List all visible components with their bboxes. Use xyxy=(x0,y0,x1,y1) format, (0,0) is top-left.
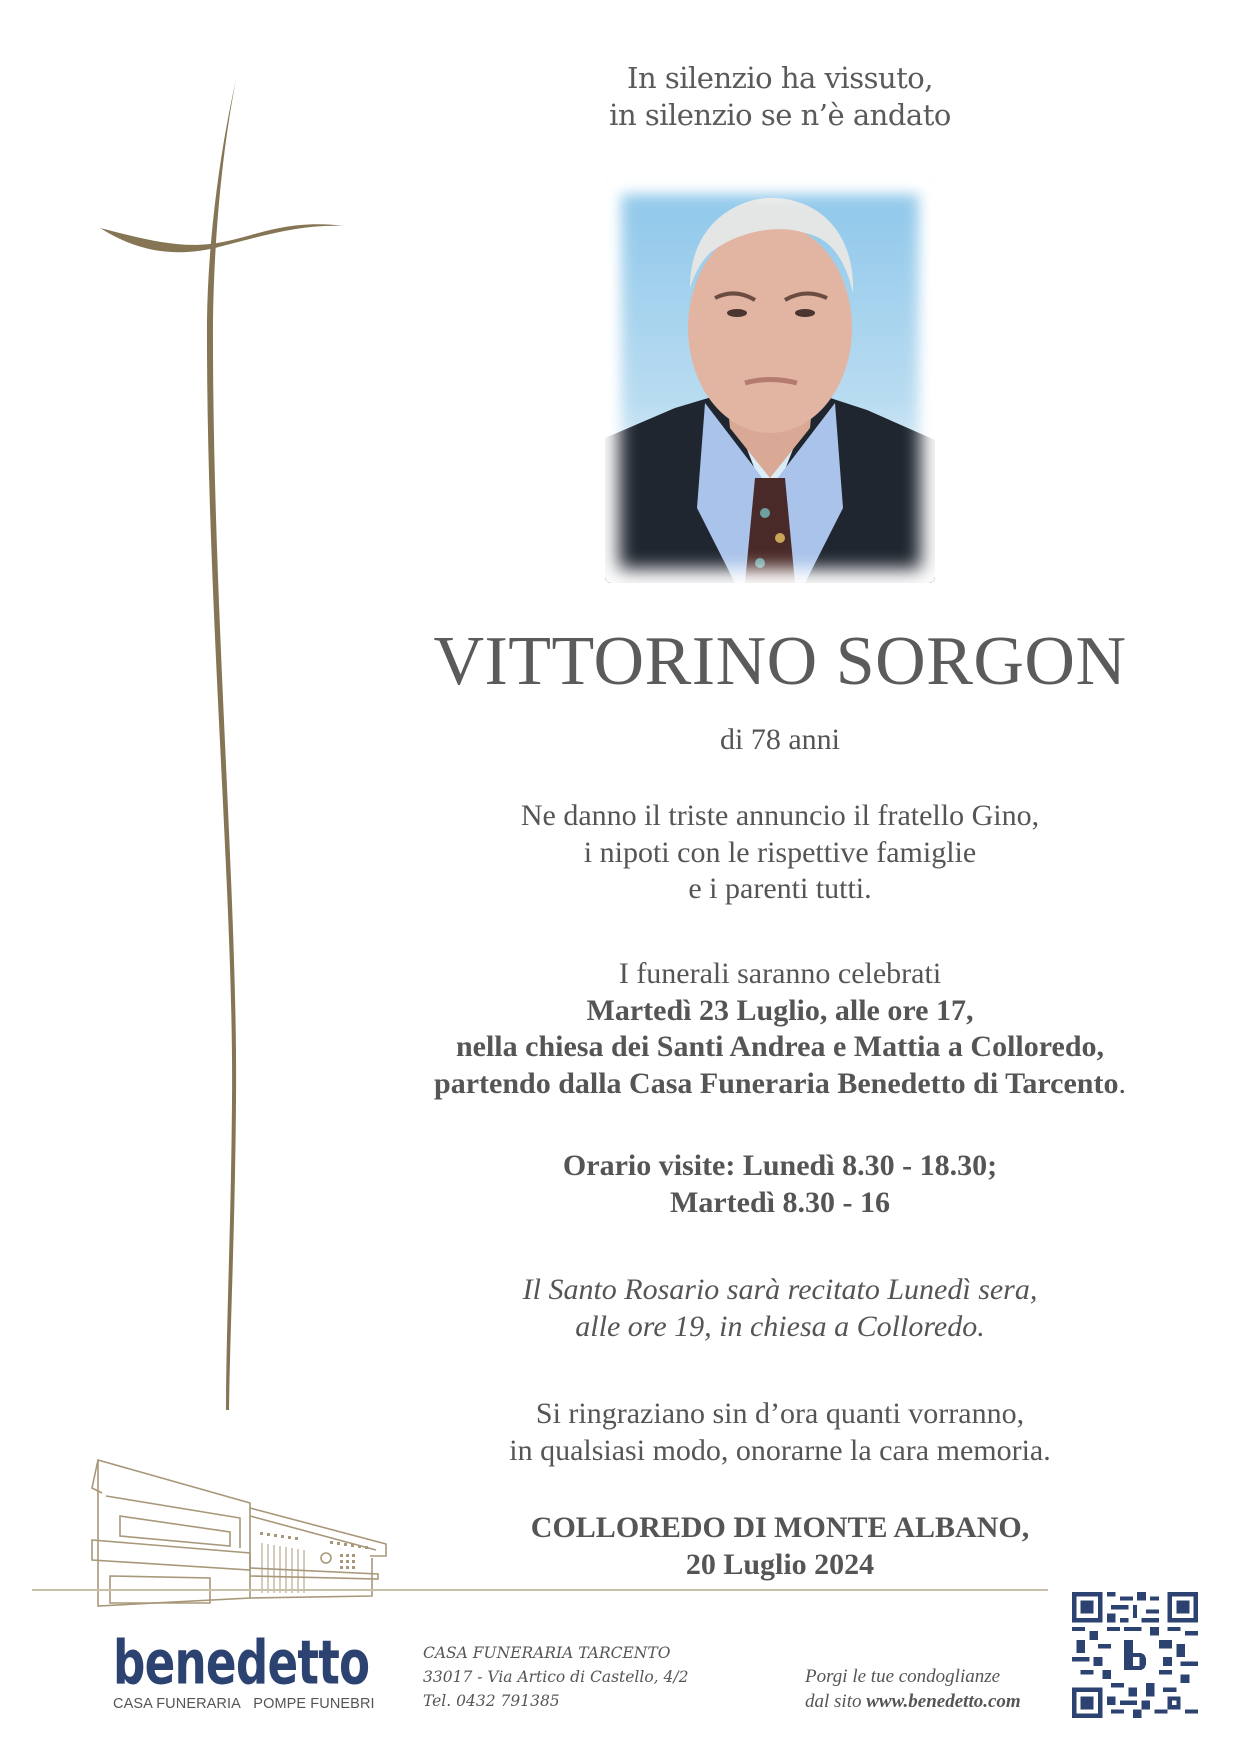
rosary-info xyxy=(380,1272,1180,1345)
visiting-hours xyxy=(380,1148,1180,1221)
place-date xyxy=(380,1510,1180,1583)
epigraph xyxy=(380,60,1180,134)
funeral-intro: I funerali saranno celebrati xyxy=(618,957,942,990)
announcement-line: i nipoti con le rispettive famiglie xyxy=(583,835,977,869)
funeral-info xyxy=(380,956,1180,1102)
portrait-illustration xyxy=(605,178,935,583)
logo-tagline-right: POMPE FUNEBRI xyxy=(253,1696,375,1712)
portrait-photo xyxy=(605,178,935,583)
address-name: CASA FUNERARIA TARCENTO xyxy=(423,1644,671,1662)
cross-icon xyxy=(0,0,360,1420)
funeral-home-building-icon xyxy=(30,1448,410,1608)
logo-tagline xyxy=(113,1696,375,1712)
condolences-note xyxy=(805,1664,1021,1714)
address-phone: Tel. 0432 791385 xyxy=(423,1692,560,1710)
epigraph-line-2: in silenzio se n’è andato xyxy=(609,98,951,132)
condolences-prefix: dal sito xyxy=(805,1691,867,1712)
logo-wordmark: benedetto xyxy=(113,1626,370,1699)
condolences-line-2 xyxy=(805,1689,1021,1714)
visiting-hours-line-2: Martedì 8.30 - 16 xyxy=(670,1185,890,1219)
thanks-message xyxy=(380,1396,1180,1469)
funeral-date-time: Martedì 23 Luglio, alle ore 17, xyxy=(586,993,974,1027)
announcement xyxy=(380,798,1180,908)
address-street: 33017 - Via Artico di Castello, 4/2 xyxy=(423,1668,689,1686)
thanks-line-1: Si ringraziano sin d’ora quanti vorranno, xyxy=(535,1397,1025,1430)
logo-tagline-left: CASA FUNERARIA xyxy=(113,1696,241,1712)
date: 20 Luglio 2024 xyxy=(685,1547,875,1581)
footer-divider xyxy=(32,1589,1048,1591)
visiting-hours-line-1: Orario visite: Lunedì 8.30 - 18.30; xyxy=(562,1149,998,1182)
deceased-age: di 78 anni xyxy=(720,723,840,756)
place: COLLOREDO DI MONTE ALBANO, xyxy=(530,1511,1030,1544)
epigraph-line-1: In silenzio ha vissuto, xyxy=(627,61,933,95)
website-link[interactable]: www.benedetto.com xyxy=(866,1691,1021,1712)
condolences-line-1: Porgi le tue condoglianze xyxy=(805,1666,1001,1687)
benedetto-logo[interactable] xyxy=(113,1626,375,1712)
funeral-home-address xyxy=(423,1641,688,1713)
deceased-name: VITTORINO SORGON xyxy=(433,623,1127,700)
rosary-line-2: alle ore 19, in chiesa a Colloredo. xyxy=(575,1309,985,1343)
funeral-departure-line xyxy=(380,1066,1180,1103)
announcement-line: e i parenti tutti. xyxy=(688,872,872,905)
announcement-line: Ne danno il triste annuncio il fratello Gino, xyxy=(520,799,1040,832)
qr-code-icon[interactable] xyxy=(1072,1592,1198,1718)
rosary-line-1: Il Santo Rosario sarà recitato Lunedì sera, xyxy=(522,1273,1038,1306)
funeral-church: nella chiesa dei Santi Andrea e Mattia a Colloredo, xyxy=(455,1030,1105,1063)
funeral-departure-end: . xyxy=(1118,1066,1126,1100)
thanks-line-2: in qualsiasi modo, onorarne la cara memoria. xyxy=(509,1433,1051,1467)
funeral-departure: partendo dalla Casa Funeraria Benedetto di Tarcento xyxy=(434,1066,1119,1100)
